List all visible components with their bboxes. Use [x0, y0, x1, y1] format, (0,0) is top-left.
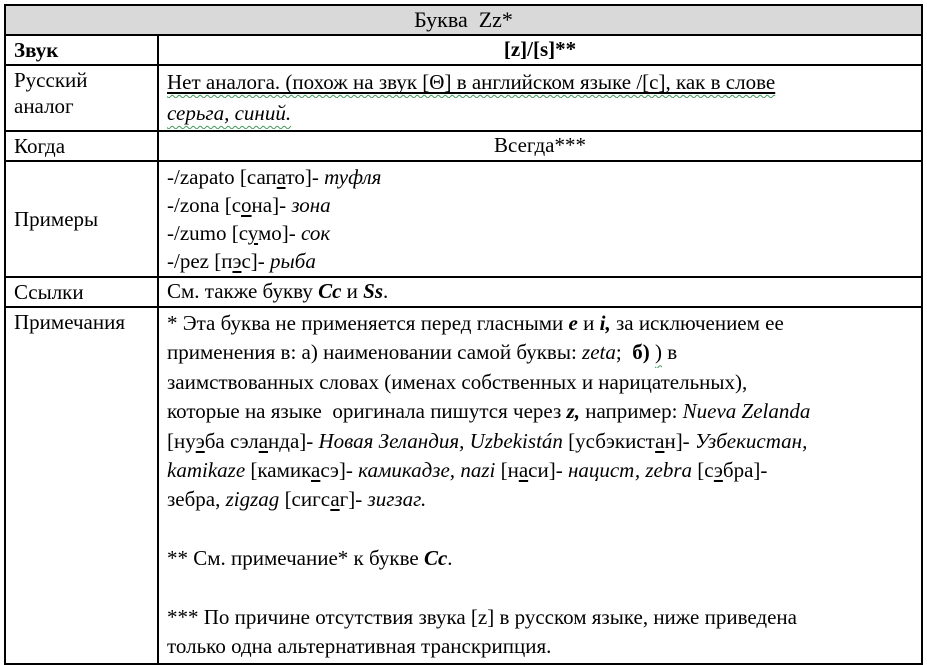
text-line	[167, 219, 913, 247]
text-segment: си]-	[528, 458, 568, 483]
text-segment: -/pez [п	[167, 249, 233, 273]
text-segment: Cc	[423, 546, 448, 571]
table-row-examples	[5, 161, 922, 277]
text-line	[167, 133, 913, 158]
text-segment: zebra	[645, 458, 693, 483]
text-segment: сок	[301, 221, 331, 245]
text-line	[167, 163, 913, 191]
text-line	[167, 397, 913, 426]
text-segment: зигзаг.	[367, 487, 427, 512]
text-segment: -/zumo [с	[167, 221, 248, 245]
text-segment: [камик	[245, 458, 312, 483]
blank-line	[167, 574, 913, 603]
row-content-references	[158, 277, 922, 307]
row-content-sound	[158, 35, 922, 65]
row-label-russian-analog: Русский аналог	[5, 65, 158, 131]
text-segment: применения в: а) наименовании самой буквы:	[167, 340, 583, 365]
text-segment: * Эта буква не применяется перед гласными	[167, 311, 569, 335]
text-segment: бра]-	[722, 458, 768, 483]
text-segment: то]-	[285, 165, 325, 189]
text-segment: *** По причине отсутствия звука [z] в русском языке, ниже приведена	[167, 605, 797, 630]
text-segment: ба сэл	[204, 428, 259, 453]
row-label-when: Когда	[5, 131, 158, 161]
blank-line	[167, 515, 913, 544]
text-segment: а	[655, 428, 665, 453]
text-segment: ;	[615, 340, 633, 365]
text-segment: i,	[599, 311, 611, 335]
text-segment: нда]-	[268, 428, 319, 453]
text-segment: Узбекистан,	[694, 428, 808, 453]
text-segment: только одна альтернативная транскрипция.	[167, 634, 552, 659]
text-line	[167, 603, 913, 632]
text-segment: -/zona [с	[167, 193, 242, 217]
text-segment: э	[232, 249, 242, 273]
text-line	[167, 544, 913, 573]
letter-zz-table	[4, 4, 923, 665]
text-segment: z,	[566, 399, 580, 424]
text-segment: Всегда***	[494, 133, 586, 157]
text-segment: kamikaze	[167, 458, 246, 483]
text-segment: у	[247, 221, 259, 245]
text-segment: за исключением ее	[610, 311, 784, 335]
text-segment: н]-	[664, 428, 695, 453]
text-segment: на]-	[251, 193, 292, 217]
text-segment: zigzag	[225, 487, 280, 512]
text-line	[167, 279, 913, 304]
table-title: Буква Zz*	[5, 5, 922, 35]
text-segment: e	[568, 311, 578, 335]
text-segment: а	[258, 428, 269, 453]
text-segment: б)	[632, 340, 650, 365]
text-segment: г]-	[339, 487, 368, 512]
text-segment: )	[654, 340, 662, 365]
text-segment: Ss	[363, 279, 384, 303]
text-line	[167, 427, 913, 456]
text-line	[167, 368, 913, 397]
text-segment: камикадзе,	[358, 458, 456, 483]
text-segment: .	[383, 279, 389, 303]
text-line	[167, 247, 913, 275]
text-segment: а	[330, 487, 340, 512]
table-row-russian-analog	[5, 65, 922, 131]
text-segment: э	[195, 428, 205, 453]
text-segment: .	[447, 546, 453, 571]
table-row-when	[5, 131, 922, 161]
text-line	[167, 37, 913, 62]
text-segment: рыба	[270, 249, 316, 273]
text-segment: и	[341, 279, 364, 303]
row-label-sound: Звук	[5, 35, 158, 65]
text-segment: zeta	[582, 340, 616, 365]
text-line	[167, 632, 913, 661]
text-line	[167, 485, 913, 514]
text-line	[167, 309, 913, 338]
text-segment	[167, 70, 775, 94]
text-segment: а	[518, 458, 529, 483]
text-segment: Новая Зеландия,	[318, 428, 465, 453]
text-segment: Cc	[318, 279, 342, 303]
text-segment: например:	[579, 399, 683, 424]
text-segment: [ну	[167, 428, 196, 453]
text-segment: а	[276, 165, 286, 189]
text-segment: [с	[692, 458, 714, 483]
text-line	[167, 98, 913, 129]
text-segment: зона	[291, 193, 331, 217]
text-segment: в	[661, 340, 678, 365]
row-content-russian-analog	[158, 65, 922, 131]
text-segment: заимствованных словах (именах собственных и нарицательных),	[167, 369, 748, 394]
text-segment: Нет аналога. (похож на звук [Θ] в английском языке /[с], как в слове	[167, 70, 776, 94]
table-row-sound	[5, 35, 922, 65]
text-segment: [н	[495, 458, 519, 483]
text-segment: с]-	[241, 249, 271, 273]
text-line	[167, 191, 913, 219]
text-segment: [сигс	[279, 487, 331, 512]
table-row-notes	[5, 307, 922, 664]
text-segment: nazi	[460, 458, 496, 483]
text-segment: сэ]-	[320, 458, 359, 483]
text-segment: мо]-	[258, 221, 302, 245]
text-segment: Nueva Zelanda	[682, 399, 811, 424]
table-row-references	[5, 277, 922, 307]
row-content-notes	[158, 307, 922, 664]
text-line	[167, 456, 913, 485]
document-page	[4, 4, 923, 665]
text-segment: [усбэкист	[562, 428, 656, 453]
text-segment: [z]/[s]**	[503, 37, 577, 61]
row-content-examples	[158, 161, 922, 277]
row-label-notes: Примечания	[5, 307, 158, 664]
text-segment: туфля	[324, 165, 382, 189]
text-segment: -/zapato [сап	[167, 165, 277, 189]
row-content-when	[158, 131, 922, 161]
table-row-title	[5, 5, 922, 35]
row-label-examples: Примеры	[5, 161, 158, 277]
text-line	[167, 67, 913, 98]
text-segment: а	[311, 458, 321, 483]
text-segment: зебра,	[167, 487, 226, 512]
text-segment: э	[713, 458, 723, 483]
row-label-references: Ссылки	[5, 277, 158, 307]
text-segment: и	[577, 311, 600, 335]
text-segment: Uzbekistán	[469, 428, 563, 453]
text-segment: которые на языке оригинала пишутся через	[167, 399, 567, 424]
text-segment: нацист,	[567, 458, 641, 483]
text-segment: о	[241, 193, 252, 217]
text-segment: См. также букву	[167, 279, 319, 303]
text-segment: ** См. примечание* к букве	[167, 546, 424, 571]
text-line	[167, 338, 913, 367]
text-segment: серьга, синий.	[167, 101, 292, 125]
